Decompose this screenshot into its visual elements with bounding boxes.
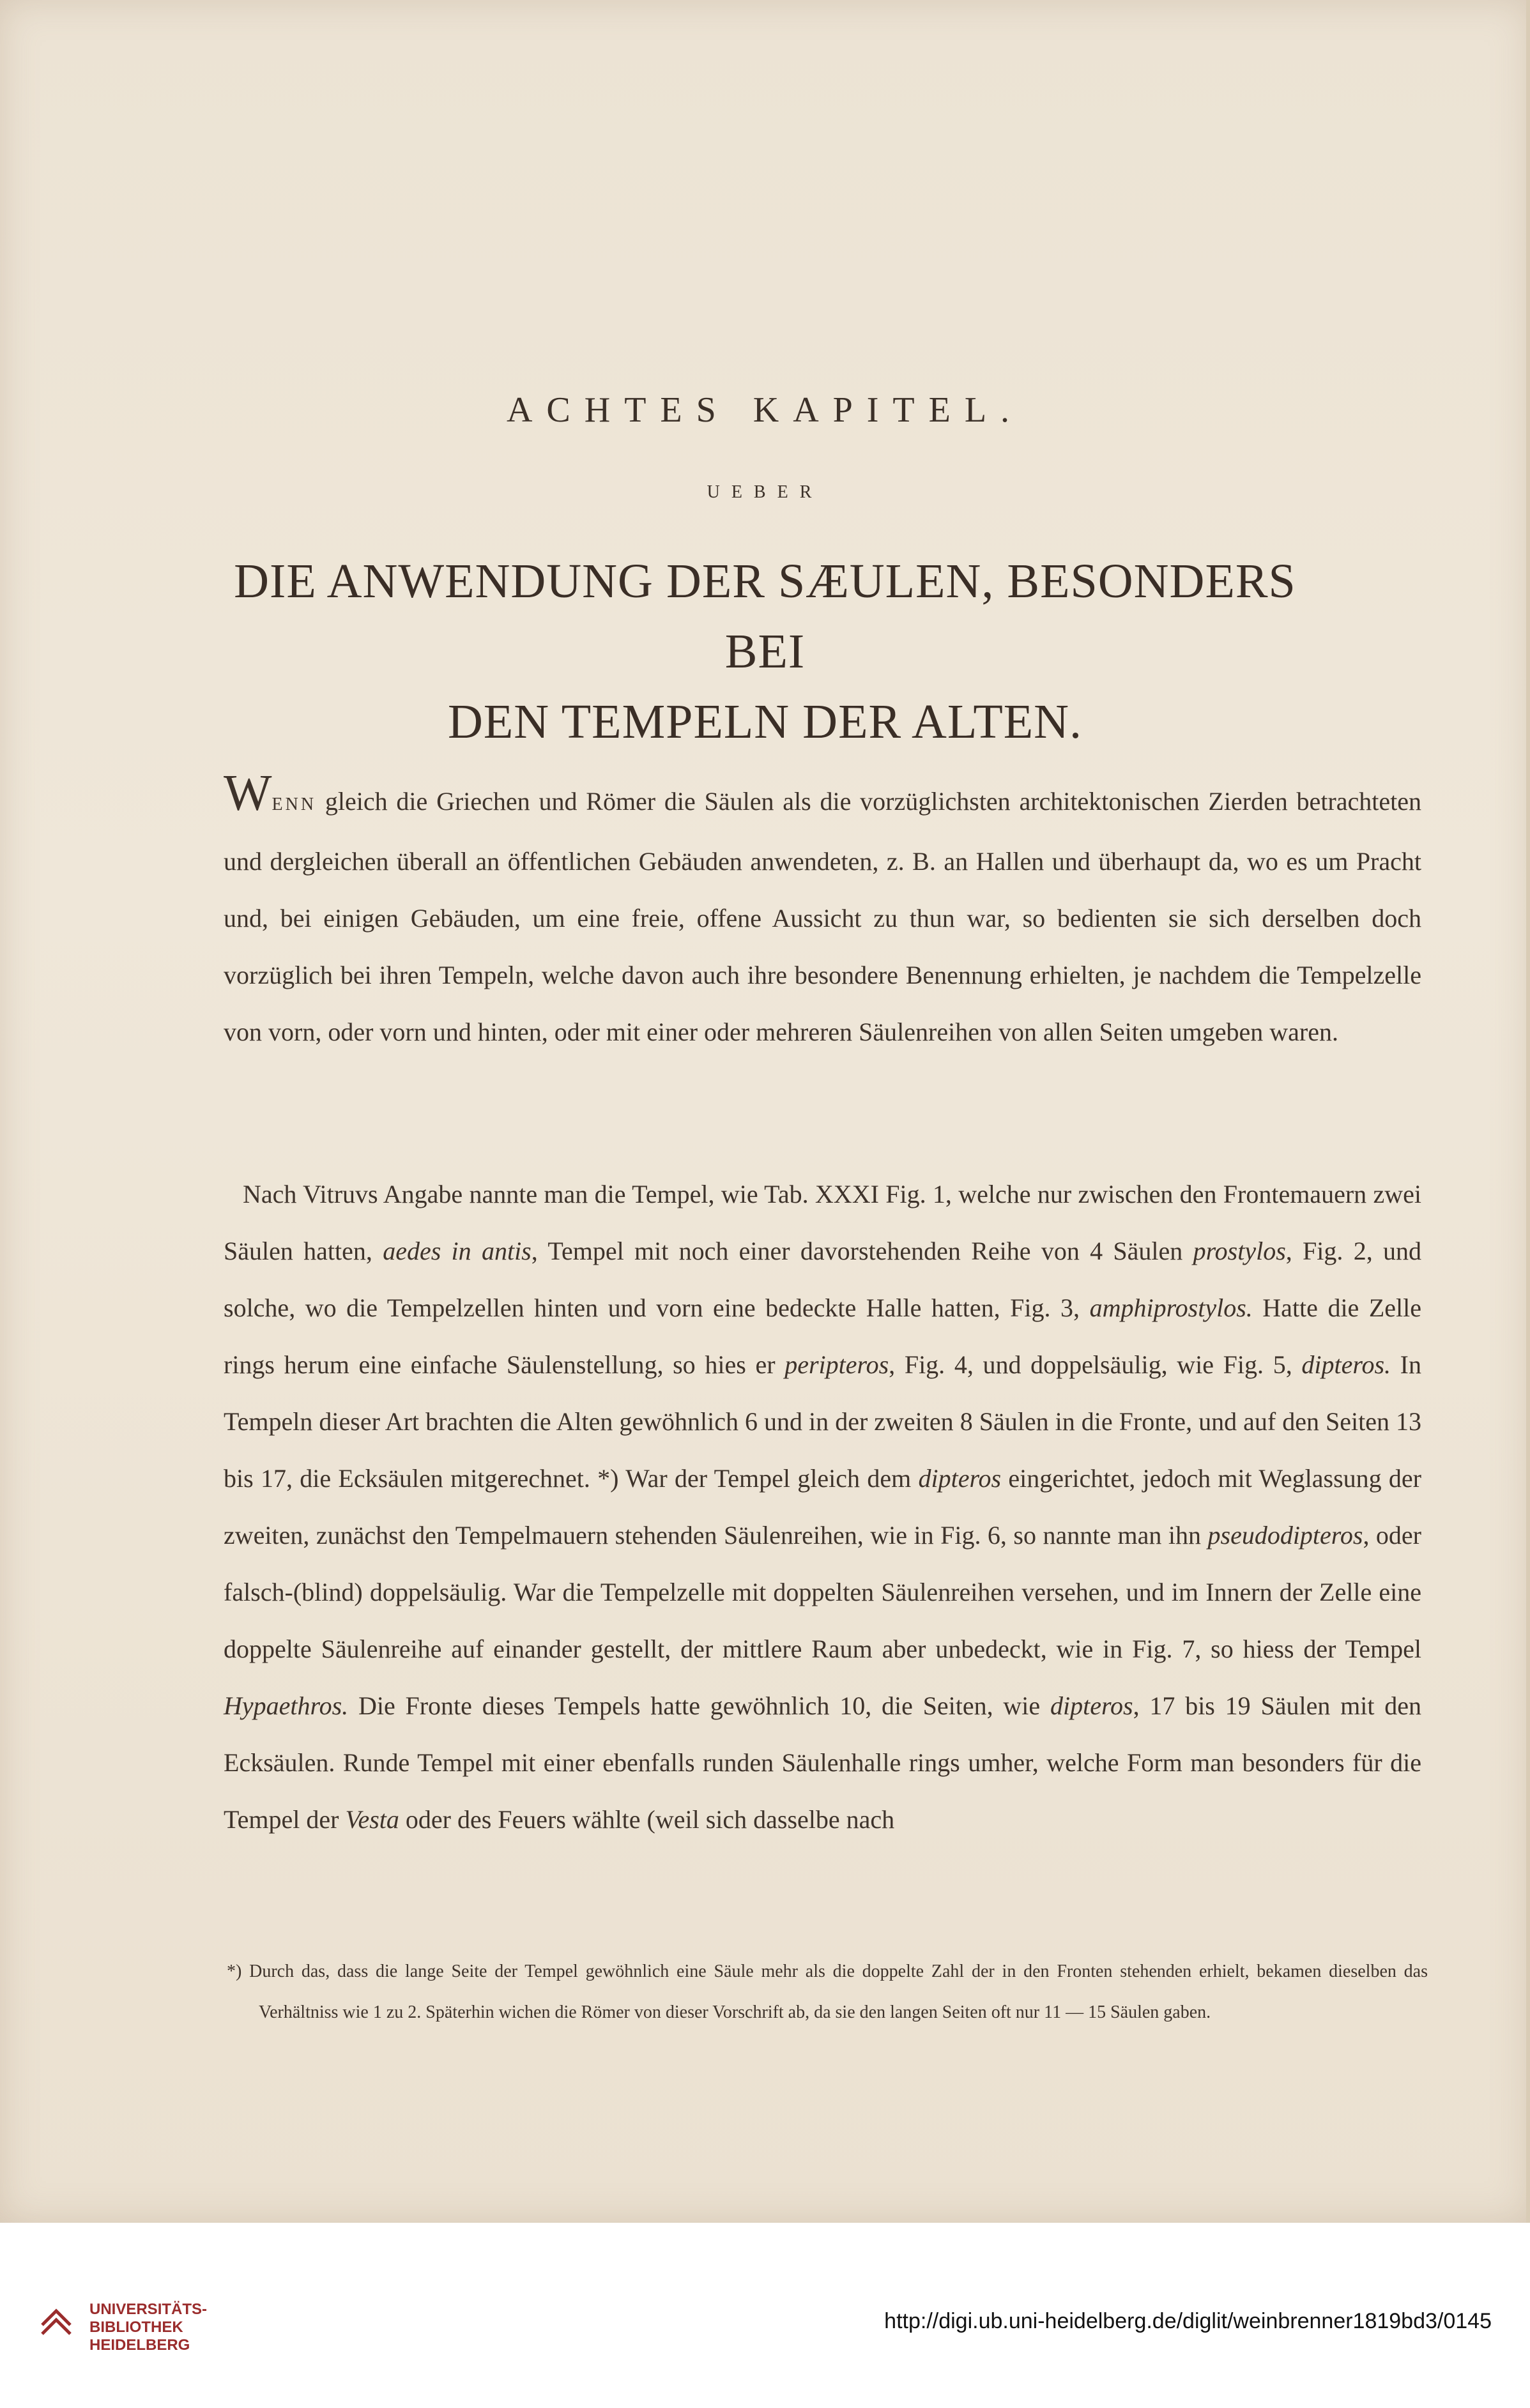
text-run: In Tempeln dieser Art brachten die Alten gewöhnlich 6 und in der zweiten 8 Säulen in die Fronte, und auf den Seiten 13 bis 17, die Ecksäulen mitgerechnet. *) War der Tempel gleich dem — [224, 1350, 1422, 1493]
text-run: Hatte die Zelle rings herum eine einfache Säulenstellung, so hies er — [224, 1293, 1421, 1379]
library-logo-icon — [38, 2306, 74, 2342]
chapter-title — [192, 546, 1338, 757]
ueber-heading: UEBER — [707, 482, 823, 502]
paragraph-1 — [224, 765, 1421, 1060]
text-run: , Fig. 4, und doppelsäulig, wie Fig. 5, — [889, 1350, 1302, 1379]
term-amphiprostylos: amphiprostylos. — [1089, 1293, 1253, 1322]
paragraph-1-text: gleich die Griechen und Römer die Säulen als die vorzüglichsten architektonischen Zierden betrachteten und dergleichen überall an öffentlichen Gebäuden anwendeten, z. B. an Hallen und überhaupt da, wo es um Pracht und, bei einigen Gebäuden, um eine freie, offene Aussicht zu thun war, so bedienten sie sich derselben doch vorzüglich bei ihren Tempeln, welche davon auch ihre besondere Benennung erhielten, je nachdem die Tempelzelle von vorn, oder vorn und hinten, oder mit einer oder mehreren Säulenreihen von allen Seiten umgeben waren. — [224, 787, 1421, 1046]
text-run: Nach Vitruvs Angabe nannte man die Tempel, wie Tab. XXXI Fig. 1, welche nur zwischen den Frontemauern zwei Säulen hatten, — [224, 1180, 1421, 1265]
title-line-1: DIE ANWENDUNG DER SÆULEN, BESONDERS BEI — [234, 554, 1296, 678]
term-aedes-in-antis: aedes in antis — [383, 1237, 532, 1265]
title-line-2: DEN TEMPELN DER ALTEN. — [447, 695, 1083, 749]
term-dipteros-3: dipteros — [1050, 1691, 1133, 1720]
drop-cap: W — [224, 765, 272, 821]
text-run: Die Fronte dieses Tempels hatte gewöhnlich 10, die Seiten, wie — [348, 1691, 1050, 1720]
library-line-3: HEIDELBERG — [89, 2336, 190, 2354]
page-edge — [1526, 0, 1530, 2223]
footnote: *) Durch das, dass die lange Seite der Tempel gewöhnlich eine Säule mehr als die doppelte Zahl der in den Fronten stehenden erhielt, bekamen dieselben das Verhältniss wie 1 zu 2. Späterhin wichen die Römer von dieser Vorschrift ab, da sie den langen Seiten oft nur 11 — 15 Säulen gaben. — [227, 1962, 1428, 2022]
term-dipteros: dipteros. — [1301, 1350, 1391, 1379]
text-run: , 17 bis 19 Säulen mit den Ecksäulen. Runde Tempel mit einer ebenfalls runden Säulenhalle rings umher, welche Form man besonders für die Tempel der — [224, 1691, 1421, 1834]
text-run: , Fig. 2, und solche, wo die Tempelzellen hinten und vorn eine bedeckte Halle hatten, Fig. 3, — [224, 1237, 1422, 1322]
source-url[interactable]: http://digi.ub.uni-heidelberg.de/diglit/weinbrenner1819bd3/0145 — [884, 2309, 1492, 2333]
term-prostylos: prostylos — [1193, 1237, 1286, 1265]
small-caps: ENN — [272, 795, 317, 814]
term-peripteros: peripteros — [784, 1350, 889, 1379]
term-vesta: Vesta — [345, 1805, 399, 1834]
library-line-2: BIBLIOTHEK — [89, 2319, 183, 2336]
text-run: , oder falsch-(blind) doppelsäulig. War die Tempelzelle mit doppelten Säulenreihen versehen, und im Innern der Zelle eine doppelte Säulenreihe auf einander gestellt, der mittlere Raum aber unbedeckt, wie in Fig. 7, so hiess der Tempel — [224, 1521, 1422, 1663]
library-line-1: UNIVERSITÄTS- — [89, 2301, 208, 2318]
term-dipteros-2: dipteros — [918, 1464, 1002, 1493]
term-hypaethros: Hypaethros. — [224, 1691, 349, 1720]
text-run: eingerichtet, jedoch mit Weglassung der zweiten, zunächst den Tempelmauern stehenden Säulenreihen, wie in Fig. 6, so nannte man ihn — [224, 1464, 1421, 1550]
text-run: oder des Feuers wählte (weil sich dasselbe nach — [399, 1805, 895, 1834]
term-pseudodipteros: pseudodipteros — [1207, 1521, 1363, 1550]
text-run: , Tempel mit noch einer davorstehenden Reihe von 4 Säulen — [531, 1237, 1193, 1265]
chapter-heading: ACHTES KAPITEL. — [506, 390, 1024, 430]
paragraph-2 — [224, 1166, 1421, 1848]
library-name — [89, 2301, 207, 2354]
